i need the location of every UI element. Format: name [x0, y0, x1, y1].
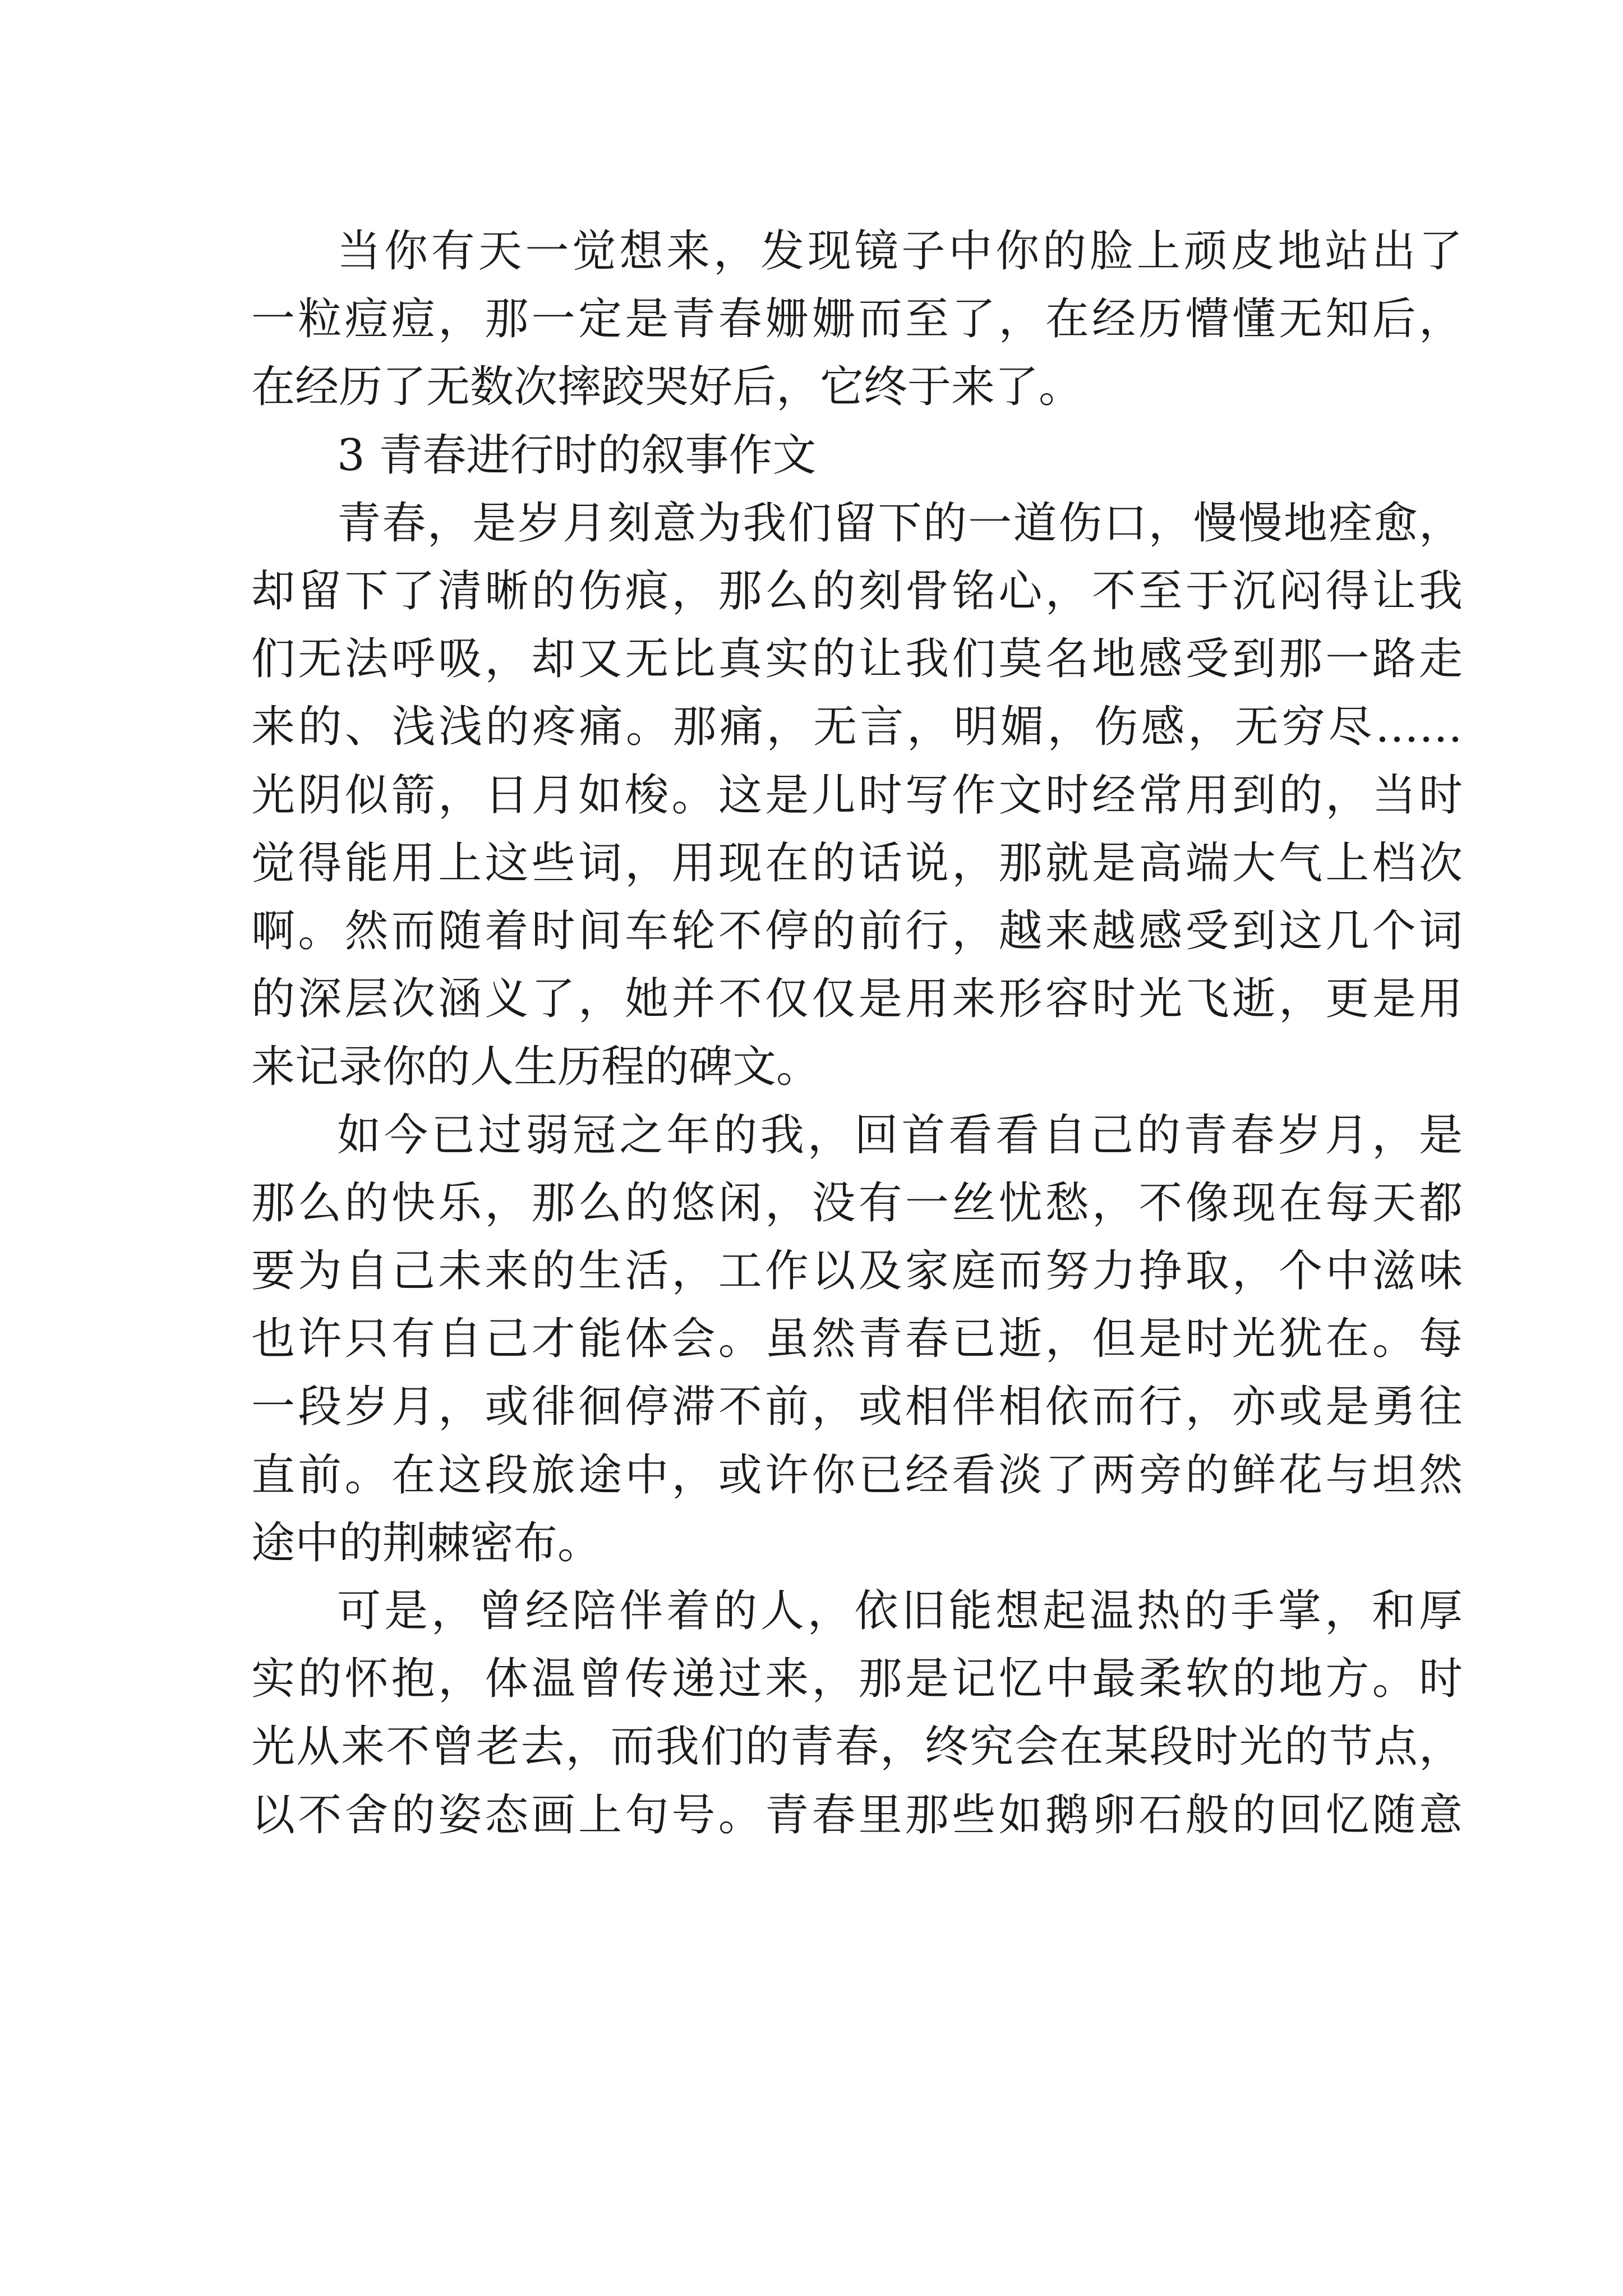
text-line: 那么的快乐，那么的悠闲，没有一丝忧愁，不像现在每天都 — [251, 1177, 1463, 1228]
text-line: 直前。在这段旅途中，或许你已经看淡了两旁的鲜花与坦然 — [251, 1450, 1463, 1501]
text-line: 以不舍的姿态画上句号。青春里那些如鹅卵石般的回忆随意 — [251, 1789, 1463, 1841]
text-line: 途中的荆棘密布。 — [251, 1517, 602, 1568]
text-line: 啊。然而随着时间车轮不停的前行，越来越感受到这几个词 — [251, 906, 1463, 956]
text-line: 觉得能用上这些词，用现在的话说，那就是高端大气上档次 — [251, 838, 1463, 889]
text-line: 一粒痘痘，那一定是青春姗姗而至了，在经历懵懂无知后， — [251, 294, 1463, 345]
text-line: 实的怀抱，体温曾传递过来，那是记忆中最柔软的地方。时 — [251, 1654, 1463, 1705]
text-line: 要为自己未来的生活，工作以及家庭而努力挣取，个中滋味 — [251, 1246, 1463, 1296]
text-line: 来记录你的人生历程的碑文。 — [251, 1042, 820, 1093]
text-line: 光阴似箭，日月如梭。这是儿时写作文时经常用到的，当时 — [251, 770, 1463, 821]
text-line: 一段岁月，或徘徊停滞不前，或相伴相依而行，亦或是勇往 — [251, 1382, 1463, 1433]
text-line: 却留下了清晰的伤痕，那么的刻骨铭心，不至于沉闷得让我 — [251, 566, 1463, 616]
text-line: 来的、浅浅的疼痛。那痛，无言，明媚，伤感，无穷尽…… — [251, 702, 1463, 753]
text-line: 青春，是岁月刻意为我们留下的一道伤口，慢慢地痊愈， — [337, 498, 1463, 549]
text-line: 的深层次涵义了，她并不仅仅是用来形容时光飞逝，更是用 — [251, 974, 1463, 1025]
text-line: 们无法呼吸，却又无比真实的让我们莫名地感受到那一路走 — [251, 634, 1463, 685]
text-line: 也许只有自己才能体会。虽然青春已逝，但是时光犹在。每 — [251, 1314, 1463, 1365]
text-line: 在经历了无数次摔跤哭好后，它终于来了。 — [251, 362, 1083, 413]
text-line: 当你有天一觉想来，发现镜子中你的脸上顽皮地站出了 — [337, 226, 1463, 277]
text-line: 3 青春进行时的叙事作文 — [337, 430, 817, 481]
text-line: 光从来不曾老去，而我们的青春，终究会在某段时光的节点， — [251, 1722, 1463, 1773]
text-line: 如今已过弱冠之年的我，回首看看自己的青春岁月，是 — [337, 1110, 1463, 1161]
text-line: 可是，曾经陪伴着的人，依旧能想起温热的手掌，和厚 — [337, 1586, 1463, 1636]
